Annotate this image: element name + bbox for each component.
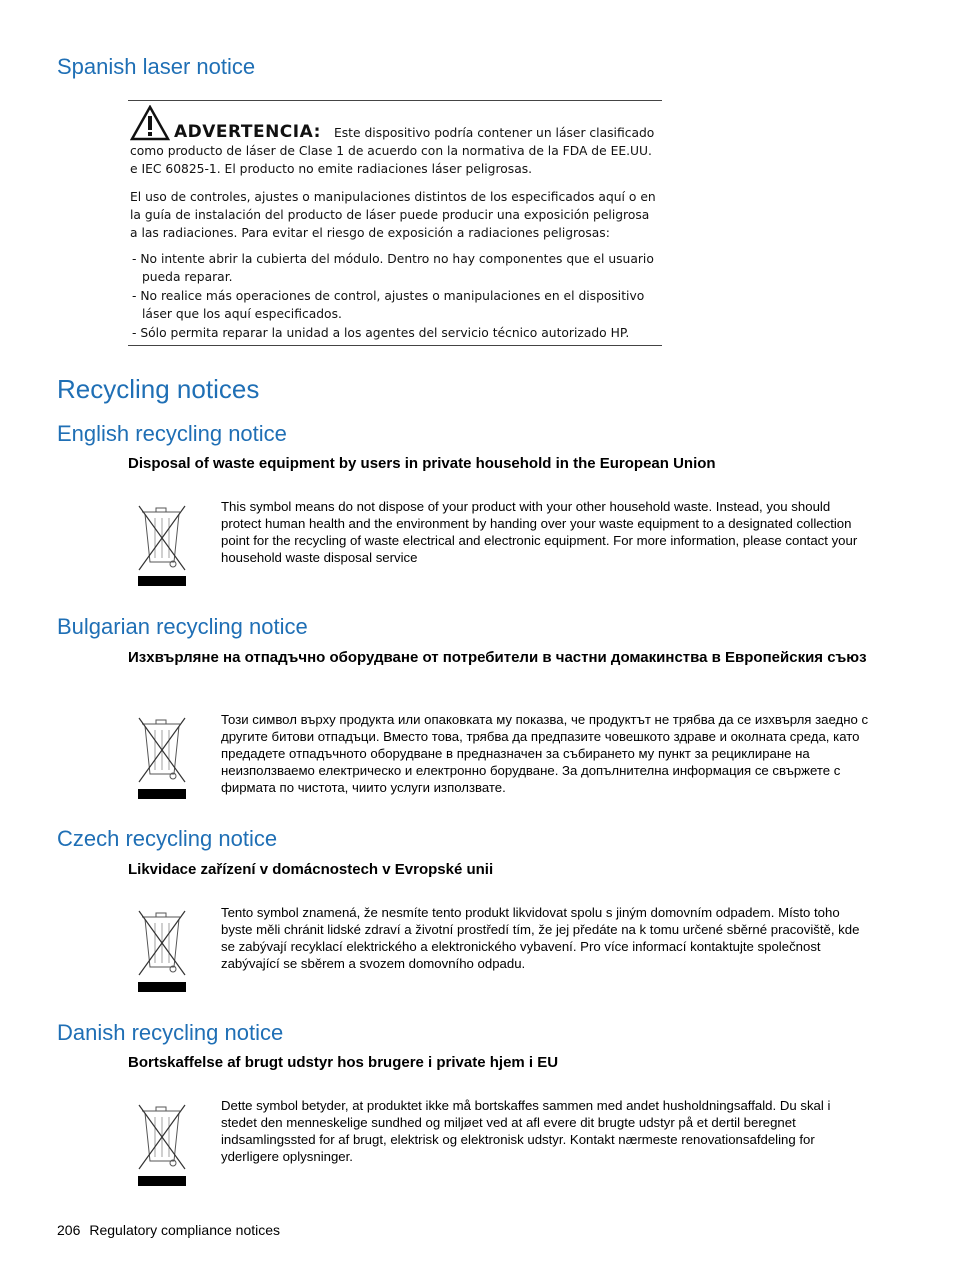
czech-recycling-subheading: Likvidace zařízení v domácnostech v Evropské unii xyxy=(128,861,494,878)
crossed-out-wheelie-bin-icon xyxy=(136,907,188,997)
english-recycling-subheading: Disposal of waste equipment by users in private household in the European Union xyxy=(128,455,716,472)
czech-recycling-heading: Czech recycling notice xyxy=(57,826,278,851)
warning-paragraph-2: El uso de controles, ajustes o manipulaciones distintos de los especificados aquí o en la guía de instalación del producto de láser puede producir una exposición peligrosa a las radiaciones. Para evitar el riesgo de exposición a radiaciones peligrosas: xyxy=(130,190,656,240)
spanish-laser-warning-box xyxy=(128,100,662,346)
warning-paragraph-1: Este dispositivo podría contener un láser clasificado como producto de láser de Clase 1 de acuerdo con la normativa de la FDA de EE.UU. e IEC 60825-1. El producto no emite radiaciones láser peligrosas. xyxy=(130,126,655,176)
page-footer xyxy=(57,1222,280,1238)
recycling-notices-title: Recycling notices xyxy=(57,374,260,404)
bin-underline-bar xyxy=(138,789,186,799)
bulgarian-recycling-body: Този символ върху продукта или опаковката му показва, че продуктът не трябва да се изхвърля заедно с другите битови отпадъци. Вместо това, трябва да предпазите човешкото здраве и околната среда, като предадете отпадъчното оборудване в предназначен за събирането му пункт за рециклиране на неизползваемо електрическо и електронно борудване. За допълнителна информация се свържете с фирмата по чистота, чиито услуги използвате. xyxy=(221,712,869,795)
warning-list xyxy=(130,250,660,343)
bulgarian-recycling-heading: Bulgarian recycling notice xyxy=(57,614,308,639)
danish-recycling-subheading: Bortskaffelse af brugt udstyr hos brugere i private hjem i EU xyxy=(128,1054,559,1071)
warning-label: ADVERTENCIA: xyxy=(174,122,321,142)
spanish-laser-heading: Spanish laser notice xyxy=(57,54,256,79)
danish-recycling-heading: Danish recycling notice xyxy=(57,1020,284,1045)
bin-underline-bar xyxy=(138,576,186,586)
warning-list-item: - No realice más operaciones de control, ajustes o manipulaciones en el dispositivo láser que los aquí especificados. xyxy=(132,289,645,321)
bin-underline-bar xyxy=(138,1176,186,1186)
danish-recycling-body: Dette symbol betyder, at produktet ikke må bortskaffes sammen med andet husholdningsaffald. Du skal i stedet den menneskelige sundhed og miljøet ved at afl evere dit brugte udstyr på et dertil beregnet indsamlingssted for af brugt, elektrisk og elektronisk udstyr. Kontakt nærmeste renovationsafdeling for yderligere oplysninger. xyxy=(221,1098,831,1164)
czech-recycling-body: Tento symbol znamená, že nesmíte tento produkt likvidovat spolu s jiným domovním odpadem. Místo toho byste měli chránit lidské zdraví a životní prostředí tím, že jej předáte na k tomu určené sběrné pracoviště, kde se zabývají recyklací elektrického a elektronického vybavení. Pro více informací kontaktujte společnost zabývající se sběrem a svozem domovního odpadu. xyxy=(221,905,860,971)
bin-underline-bar xyxy=(138,982,186,992)
english-recycling-heading: English recycling notice xyxy=(57,421,287,446)
crossed-out-wheelie-bin-icon xyxy=(136,714,188,804)
crossed-out-wheelie-bin-icon xyxy=(136,1101,188,1191)
crossed-out-wheelie-bin-icon xyxy=(136,502,188,592)
english-recycling-body: This symbol means do not dispose of your product with your other household waste. Instead, you should protect human health and the environment by handing over your waste equipment to a designated collection point for the recycling of waste electrical and electronic equipment. For more information, please contact your household waste disposal service xyxy=(221,499,858,565)
page-number: 206 xyxy=(57,1222,81,1238)
bulgarian-recycling-subheading: Изхвърляне на отпадъчно оборудване от потребители в частни домакинства в Европейския съюз xyxy=(128,649,867,666)
warning-list-item: - No intente abrir la cubierta del módulo. Dentro no hay componentes que el usuario pueda reparar. xyxy=(132,252,654,284)
warning-list-item: - Sólo permita reparar la unidad a los agentes del servicio técnico autorizado HP. xyxy=(132,326,630,340)
footer-text: Regulatory compliance notices xyxy=(89,1222,281,1238)
